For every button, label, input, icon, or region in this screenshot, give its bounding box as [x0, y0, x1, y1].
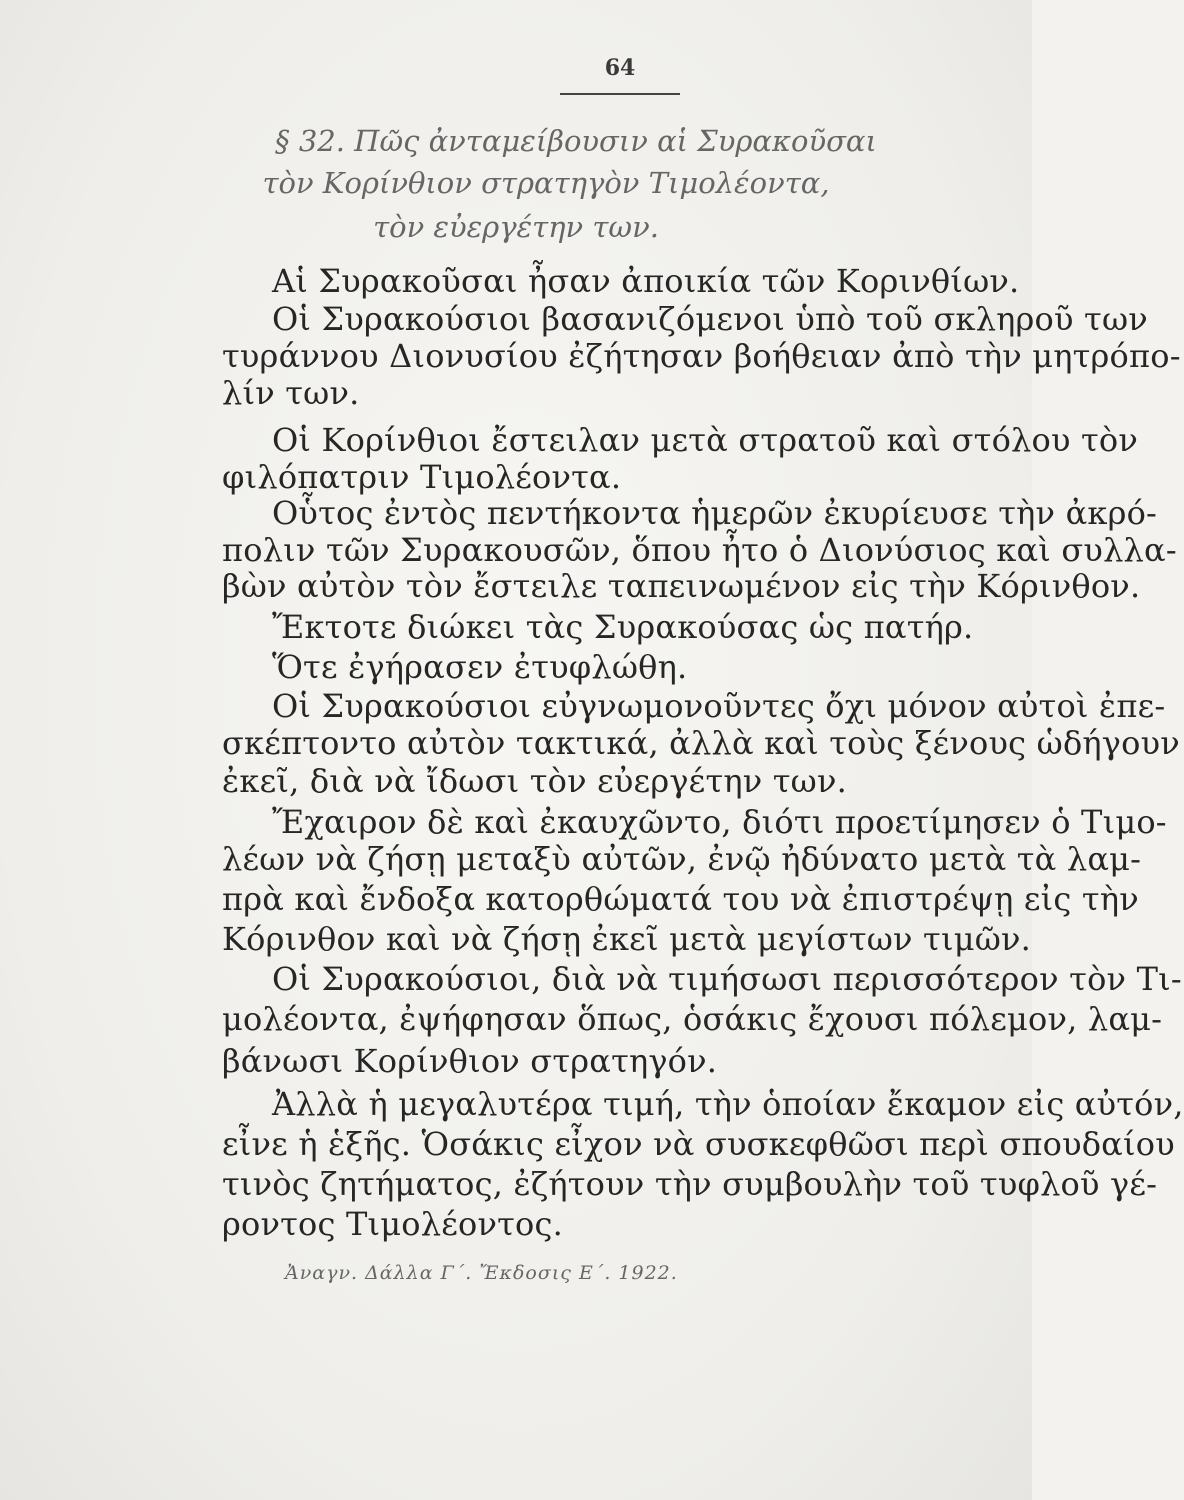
text-line: Οἱ Συρακούσιοι εὐγνωμονοῦντες ὄχι μόνον αὐτοὶ ἐπε- [272, 687, 1166, 725]
text-line: Οἱ Συρακούσιοι, διὰ νὰ τιμήσωσι περισσότερον τὸν Τι- [272, 960, 1182, 998]
section-heading-line-2: τὸν Κορίνθιον στρατηγὸν Τιμολέοντα, [262, 166, 830, 200]
text-line: φιλόπατριν Τιμολέοντα. [222, 458, 622, 496]
text-line: λέων νὰ ζήσῃ μεταξὺ αὐτῶν, ἐνῷ ἠδύνατο μετὰ τὰ λαμ- [222, 840, 1142, 878]
text-line: βὼν αὐτὸν τὸν ἔστειλε ταπεινωμένον εἰς τὴν Κόρινθον. [222, 567, 1141, 605]
text-line: σκέπτοντο αὐτὸν τακτικά, ἀλλὰ καὶ τοὺς ξένους ὡδήγουν [222, 724, 1180, 762]
text-line: τυράννου Διονυσίου ἐζήτησαν βοήθειαν ἀπὸ τὴν μητρόπο- [222, 337, 1181, 375]
text-line: πολιν τῶν Συρακουσῶν, ὅπου ἦτο ὁ Διονύσιος καὶ συλλα- [222, 531, 1177, 569]
text-line: ροντος Τιμολέοντος. [222, 1205, 563, 1243]
text-line: Ἔκτοτε διώκει τὰς Συρακούσας ὡς πατήρ. [272, 608, 974, 646]
text-line: Αἱ Συρακοῦσαι ἦσαν ἀποικία τῶν Κορινθίων. [272, 262, 1020, 300]
text-line: Ἀλλὰ ἡ μεγαλυτέρα τιμή, τὴν ὁποίαν ἔκαμον εἰς αὐτόν, [272, 1085, 1184, 1123]
text-line: μολέοντα, ἐψήφησαν ὅπως, ὁσάκις ἔχουσι πόλεμον, λαμ- [222, 1000, 1163, 1038]
source-footnote: Ἀναγν. Δάλλα Γ΄. Ἔκδοσις Ε΄. 1922. [285, 1262, 678, 1284]
text-line: Οἱ Συρακούσιοι βασανιζόμενοι ὑπὸ τοῦ σκληροῦ των [272, 300, 1148, 338]
section-heading-line-1: § 32. Πῶς ἀνταμείβουσιν αἱ Συρακοῦσαι [275, 124, 877, 158]
page-number-rule [560, 93, 680, 95]
text-line: τινὸς ζητήματος, ἐζήτουν τὴν συμβουλὴν τοῦ τυφλοῦ γέ- [222, 1165, 1158, 1203]
text-line: βάνωσι Κορίνθιον στρατηγόν. [222, 1042, 718, 1080]
text-line: Οὗτος ἐντὸς πεντήκοντα ἡμερῶν ἐκυρίευσε τὴν ἀκρό- [272, 494, 1158, 532]
text-line: Οἱ Κορίνθιοι ἔστειλαν μετὰ στρατοῦ καὶ στόλου τὸν [272, 421, 1139, 459]
text-line: Κόρινθον καὶ νὰ ζήσῃ ἐκεῖ μετὰ μεγίστων τιμῶν. [222, 920, 1032, 958]
section-heading-line-3: τὸν εὐεργέτην των. [373, 210, 659, 244]
text-line: πρὰ καὶ ἔνδοξα κατορθώματά του νὰ ἐπιστρέψῃ εἰς τὴν [222, 880, 1139, 918]
text-line: Ὅτε ἐγήρασεν ἐτυφλώθη. [272, 648, 688, 686]
text-line: Ἔχαιρον δὲ καὶ ἐκαυχῶντο, διότι προετίμησεν ὁ Τιμο- [272, 803, 1167, 841]
text-line: ἐκεῖ, διὰ νὰ ἴδωσι τὸν εὐεργέτην των. [222, 762, 847, 800]
text-line: εἶνε ἡ ἑξῆς. Ὁσάκις εἶχον νὰ συσκεφθῶσι περὶ σπουδαίου [222, 1125, 1175, 1163]
text-line: λίν των. [222, 374, 360, 412]
page-number: 64 [604, 55, 636, 81]
